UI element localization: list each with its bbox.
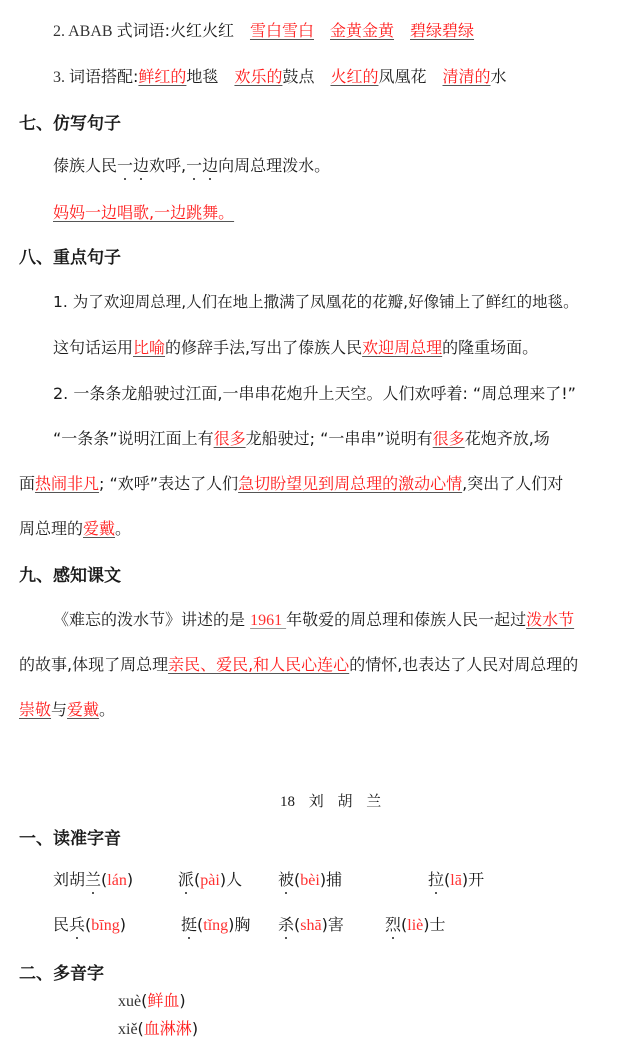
- emphasis-char: 边: [133, 156, 150, 175]
- answer-blank: 清清的: [442, 67, 491, 86]
- text: 的隆重场面。: [442, 338, 539, 357]
- target-char: 兰: [85, 870, 102, 889]
- section-heading: 九、感知课文: [19, 566, 121, 586]
- key-sentence-2-analysis-line2: [19, 474, 563, 494]
- answer-word: 鲜血: [147, 991, 180, 1010]
- item-number: 2. ABAB: [53, 23, 117, 40]
- summary-line1: [53, 610, 574, 631]
- pair-noun: 鼓点: [282, 67, 315, 86]
- target-char: 挺: [181, 915, 198, 934]
- text: 的故事,体现了周总理: [19, 655, 169, 674]
- pinyin-item: 烈(liè)士: [385, 915, 446, 934]
- polyphone-item: xiě(血淋淋): [118, 1019, 199, 1038]
- text: 士: [429, 915, 446, 934]
- target-char: 杀: [278, 915, 295, 934]
- emphasis-char: 边: [202, 156, 219, 175]
- pinyin-answer: tǐng: [203, 917, 229, 934]
- lesson-title: 18 刘 胡 兰: [280, 794, 382, 810]
- pinyin-answer: shā: [300, 917, 322, 934]
- answer-blank: 爱戴: [83, 519, 116, 538]
- imitation-answer: [53, 203, 234, 223]
- section-heading: 二、多音字: [19, 964, 104, 984]
- pinyin-answer: bīng: [91, 917, 120, 934]
- text: 向周总理泼水。: [218, 156, 331, 175]
- text: 。: [99, 700, 116, 719]
- target-char: 兵: [69, 915, 86, 934]
- pinyin-answer: pài: [200, 872, 220, 889]
- text: 花炮齐放,场: [464, 429, 550, 448]
- pinyin: xiě: [118, 1021, 138, 1038]
- pinyin-item: 被(bèi)捕: [278, 870, 343, 889]
- answer-blank: 崇敬: [19, 700, 52, 719]
- pinyin-item: 挺(tǐng)胸: [181, 915, 251, 934]
- pair-noun: 地毯: [186, 67, 219, 86]
- pair-noun: 水: [490, 67, 507, 86]
- answer-blank: 妈妈一边唱歌,一边跳舞。: [53, 203, 235, 222]
- section-heading: 一、读准字音: [19, 829, 121, 849]
- answer-blank: 很多: [432, 429, 465, 448]
- text: 年敬爱的周总理和傣族人民一起过: [286, 610, 527, 629]
- answer-blank: 碧绿碧绿: [410, 21, 475, 40]
- polyphone-item: xuè(鲜血): [118, 991, 186, 1010]
- target-char: 被: [278, 870, 295, 889]
- answer-blank: 火红的: [330, 67, 379, 86]
- pinyin-answer: liè: [407, 917, 424, 934]
- pairing-label: 词语搭配:: [69, 67, 139, 86]
- key-sentence-1: 1. 为了欢迎周总理,人们在地上撒满了凤凰花的花瓣,好像铺上了鲜红的地毯。: [53, 293, 579, 311]
- text: 的修辞手法,写出了傣族人民: [165, 338, 363, 357]
- text: 与: [51, 700, 68, 719]
- pair-noun: 凤凰花: [378, 67, 427, 86]
- text: 傣族人民: [53, 156, 118, 175]
- key-sentence-2: 2. 一条条龙船驶过江面,一串串花炮升上天空。人们欢呼着: “周总理来了!”: [53, 384, 576, 403]
- target-char: 拉: [428, 870, 445, 889]
- key-sentence-2-analysis-line1: [53, 429, 550, 449]
- answer-blank: 急切盼望见到周总理的激动心情: [238, 474, 463, 493]
- pinyin-item: 杀(shā)害: [278, 915, 344, 934]
- section-heading: 八、重点句子: [19, 248, 121, 268]
- answer-blank: 热闹非凡: [35, 474, 100, 493]
- text: “一条条”说明江面上有: [53, 429, 214, 448]
- summary-line2: [19, 655, 578, 675]
- emphasis-char: 一: [117, 156, 134, 175]
- text: 人: [226, 870, 243, 889]
- summary-line3: [19, 700, 115, 720]
- answer-word: 血淋淋: [143, 1019, 192, 1038]
- text: ,突出了人们对: [462, 474, 564, 493]
- text: 。: [115, 519, 132, 538]
- text: ; “欢呼”表达了人们: [99, 474, 239, 493]
- answer-blank: 比喻: [133, 338, 166, 357]
- answer-blank: 泼水节: [526, 610, 575, 629]
- pinyin-answer: lán: [107, 872, 127, 889]
- pinyin: xuè: [118, 993, 142, 1010]
- item-number: 3.: [53, 69, 69, 86]
- text: 周总理的: [19, 519, 84, 538]
- text: 刘胡: [53, 870, 86, 889]
- text: 龙船驶过; “一串串”说明有: [245, 429, 433, 448]
- target-char: 派: [178, 870, 195, 889]
- target-char: 烈: [385, 915, 402, 934]
- answer-blank: 金黄金黄: [330, 21, 395, 40]
- key-sentence-1-analysis: [53, 338, 538, 358]
- section-heading: 七、仿写句子: [19, 114, 121, 134]
- pinyin-answer: lā: [450, 872, 462, 889]
- text: 面: [19, 474, 36, 493]
- answer-blank: 雪白雪白: [249, 21, 314, 40]
- pinyin-item: 拉(lā)开: [428, 870, 485, 889]
- pinyin-item: 刘胡兰(lán): [53, 870, 134, 889]
- abab-label: 式词语:火红火红: [116, 21, 234, 40]
- answer-blank: 1961: [250, 612, 287, 629]
- abab-words-line: [53, 21, 474, 42]
- text: 捕: [326, 870, 343, 889]
- text: 欢呼,: [149, 156, 187, 175]
- text: 《难忘的泼水节》讲述的是: [53, 610, 251, 629]
- pinyin-item: 民兵(bīng): [53, 915, 126, 934]
- text: 害: [327, 915, 344, 934]
- answer-blank: 欢迎周总理: [362, 338, 443, 357]
- answer-blank: 鲜红的: [138, 67, 187, 86]
- pinyin-answer: bèi: [300, 872, 320, 889]
- example-sentence: [53, 156, 330, 176]
- text: 的情怀,也表达了人民对周总理的: [349, 655, 579, 674]
- text: 开: [468, 870, 485, 889]
- answer-blank: 很多: [213, 429, 246, 448]
- text: 这句话运用: [53, 338, 134, 357]
- key-sentence-2-analysis-line3: [19, 519, 131, 539]
- text: 民: [53, 915, 70, 934]
- answer-blank: 欢乐的: [234, 67, 283, 86]
- pinyin-item: 派(pài)人: [178, 870, 243, 889]
- word-pairing-line: [53, 67, 507, 88]
- text: 胸: [234, 915, 251, 934]
- answer-blank: 亲民、爱民,和人民心连心: [168, 655, 350, 674]
- answer-blank: 爱戴: [67, 700, 100, 719]
- emphasis-char: 一: [186, 156, 203, 175]
